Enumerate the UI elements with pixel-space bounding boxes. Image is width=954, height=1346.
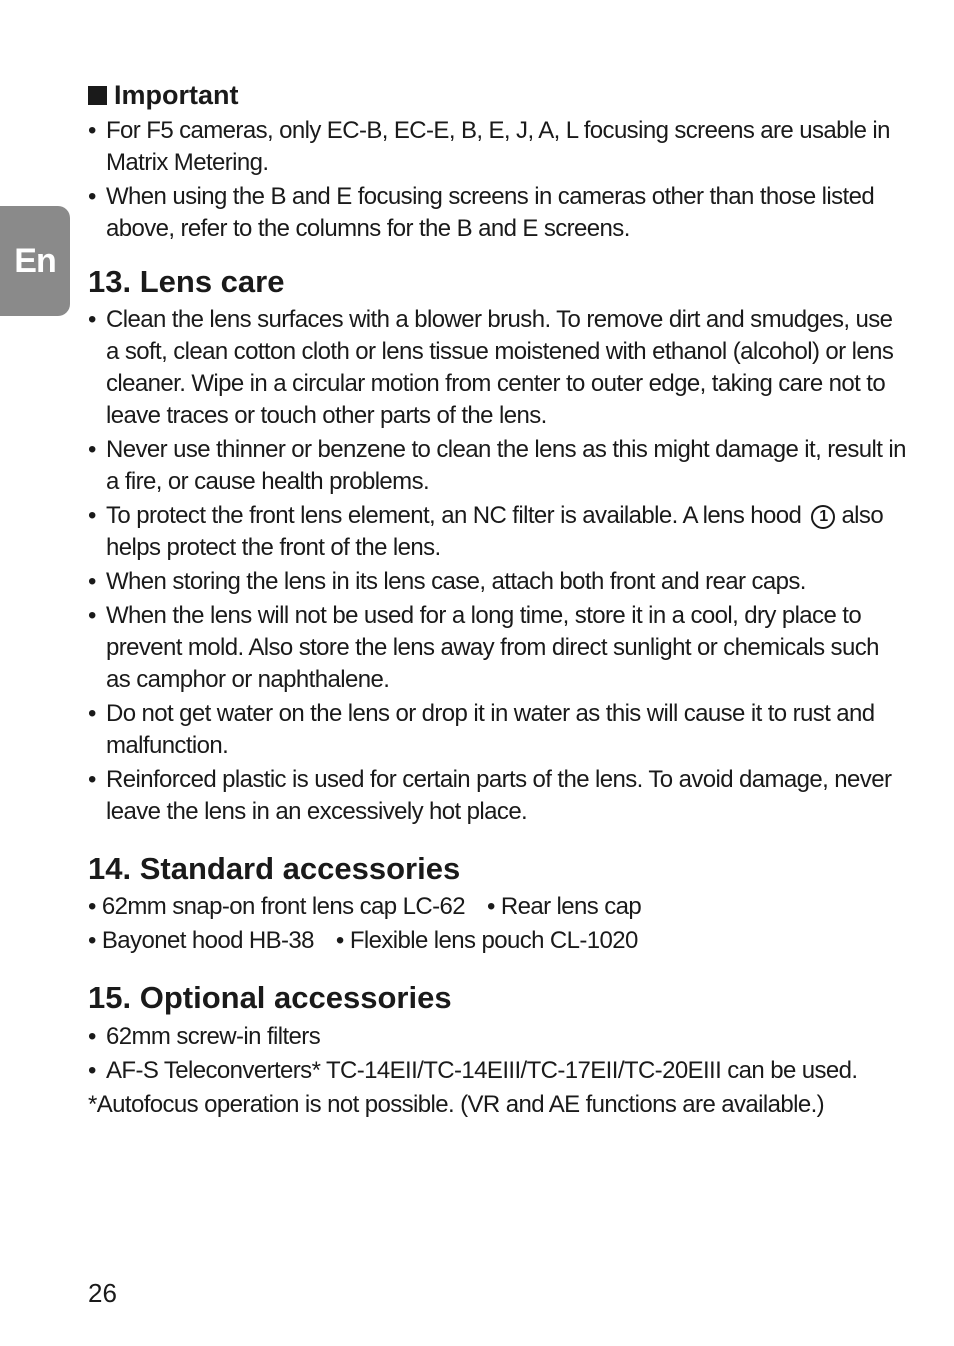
lens-care-list: [88, 304, 908, 828]
bullet-icon: •: [88, 183, 96, 210]
circled-number-1-icon: 1: [811, 505, 835, 529]
accessory-item: • Bayonet hood HB-38: [88, 927, 314, 955]
list-item: • AF-S Teleconverters* TC-14EII/TC-14EIII/TC-17EII/TC-20EIII can be used.: [88, 1055, 908, 1087]
lens-care-section: [88, 263, 908, 828]
bullet-icon: •: [88, 766, 96, 794]
accessory-item: • 62mm snap-on front lens cap LC-62: [88, 893, 465, 921]
accessory-row: [88, 925, 908, 957]
accessory-item: • Rear lens cap: [486, 893, 642, 921]
bullet-icon: •: [88, 602, 96, 630]
important-heading: [88, 80, 908, 111]
bullet-icon: •: [88, 1022, 96, 1050]
list-item: • When the lens will not be used for a long time, store it in a cool, dry place to prevent mold. Also store the lens away from direct sunlight or chemicals such as camphor or naphthalene.: [88, 602, 879, 694]
standard-accessories-section: [88, 850, 908, 957]
bullet-icon: •: [88, 306, 96, 334]
section-heading-lens-care: 13. Lens care: [88, 264, 285, 299]
list-item: • Reinforced plastic is used for certain parts of the lens. To avoid damage, never leave the lens in an excessively hot place.: [88, 766, 892, 826]
language-tab: [0, 206, 70, 316]
bullet-icon: •: [88, 117, 96, 144]
section-heading-optional-accessories: 15. Optional accessories: [88, 980, 452, 1016]
important-section: [88, 80, 908, 245]
bullet-icon: •: [88, 927, 96, 955]
important-list: [88, 115, 908, 245]
square-bullet-icon: [88, 86, 107, 105]
list-item: • When using the B and E focusing screens in cameras other than those listed above, refer to the columns for the B and E screens.: [88, 183, 875, 242]
list-item: • 62mm screw-in filters: [88, 1021, 908, 1053]
list-item: • Never use thinner or benzene to clean the lens as this might damage it, result in a fire, or cause health problems.: [88, 436, 906, 496]
accessory-item: • Flexible lens pouch CL-1020: [335, 927, 638, 955]
page-content: [88, 80, 908, 1143]
list-item: • Do not get water on the lens or drop it in water as this will cause it to rust and malfunction.: [88, 700, 875, 760]
bullet-icon: •: [335, 927, 344, 955]
language-tab-label: En: [14, 241, 56, 280]
bullet-icon: •: [88, 700, 96, 728]
list-item: • Clean the lens surfaces with a blower brush. To remove dirt and smudges, use a soft, clean cotton cloth or lens tissue moistened with ethanol (alcohol) or lens cleaner. Wipe in a circular motion from center to outer edge, taking care not to leave traces or touch other parts of the lens.: [88, 306, 894, 430]
important-heading-text: Important: [114, 80, 239, 110]
optional-accessories-section: [88, 979, 908, 1120]
section-heading-standard-accessories: 14. Standard accessories: [88, 851, 461, 887]
list-item: • For F5 cameras, only EC-B, EC-E, B, E, J, A, L focusing screens are usable in Matrix Metering.: [88, 117, 890, 176]
bullet-icon: •: [88, 1056, 96, 1084]
bullet-icon: •: [88, 502, 96, 530]
bullet-icon: •: [88, 568, 96, 596]
optional-accessories-list: [88, 1021, 908, 1087]
bullet-icon: •: [88, 436, 96, 464]
list-item: • When storing the lens in its lens case, attach both front and rear caps.: [88, 566, 908, 598]
bullet-icon: •: [486, 893, 495, 921]
list-item: • To protect the front lens element, an NC filter is available. A lens hood 1 also helps protect the front of the lens.: [88, 502, 884, 562]
page-number: 26: [88, 1278, 117, 1308]
accessory-row: [88, 891, 908, 923]
footnote: *Autofocus operation is not possible. (VR and AE functions are available.): [88, 1090, 825, 1118]
bullet-icon: •: [88, 893, 96, 921]
